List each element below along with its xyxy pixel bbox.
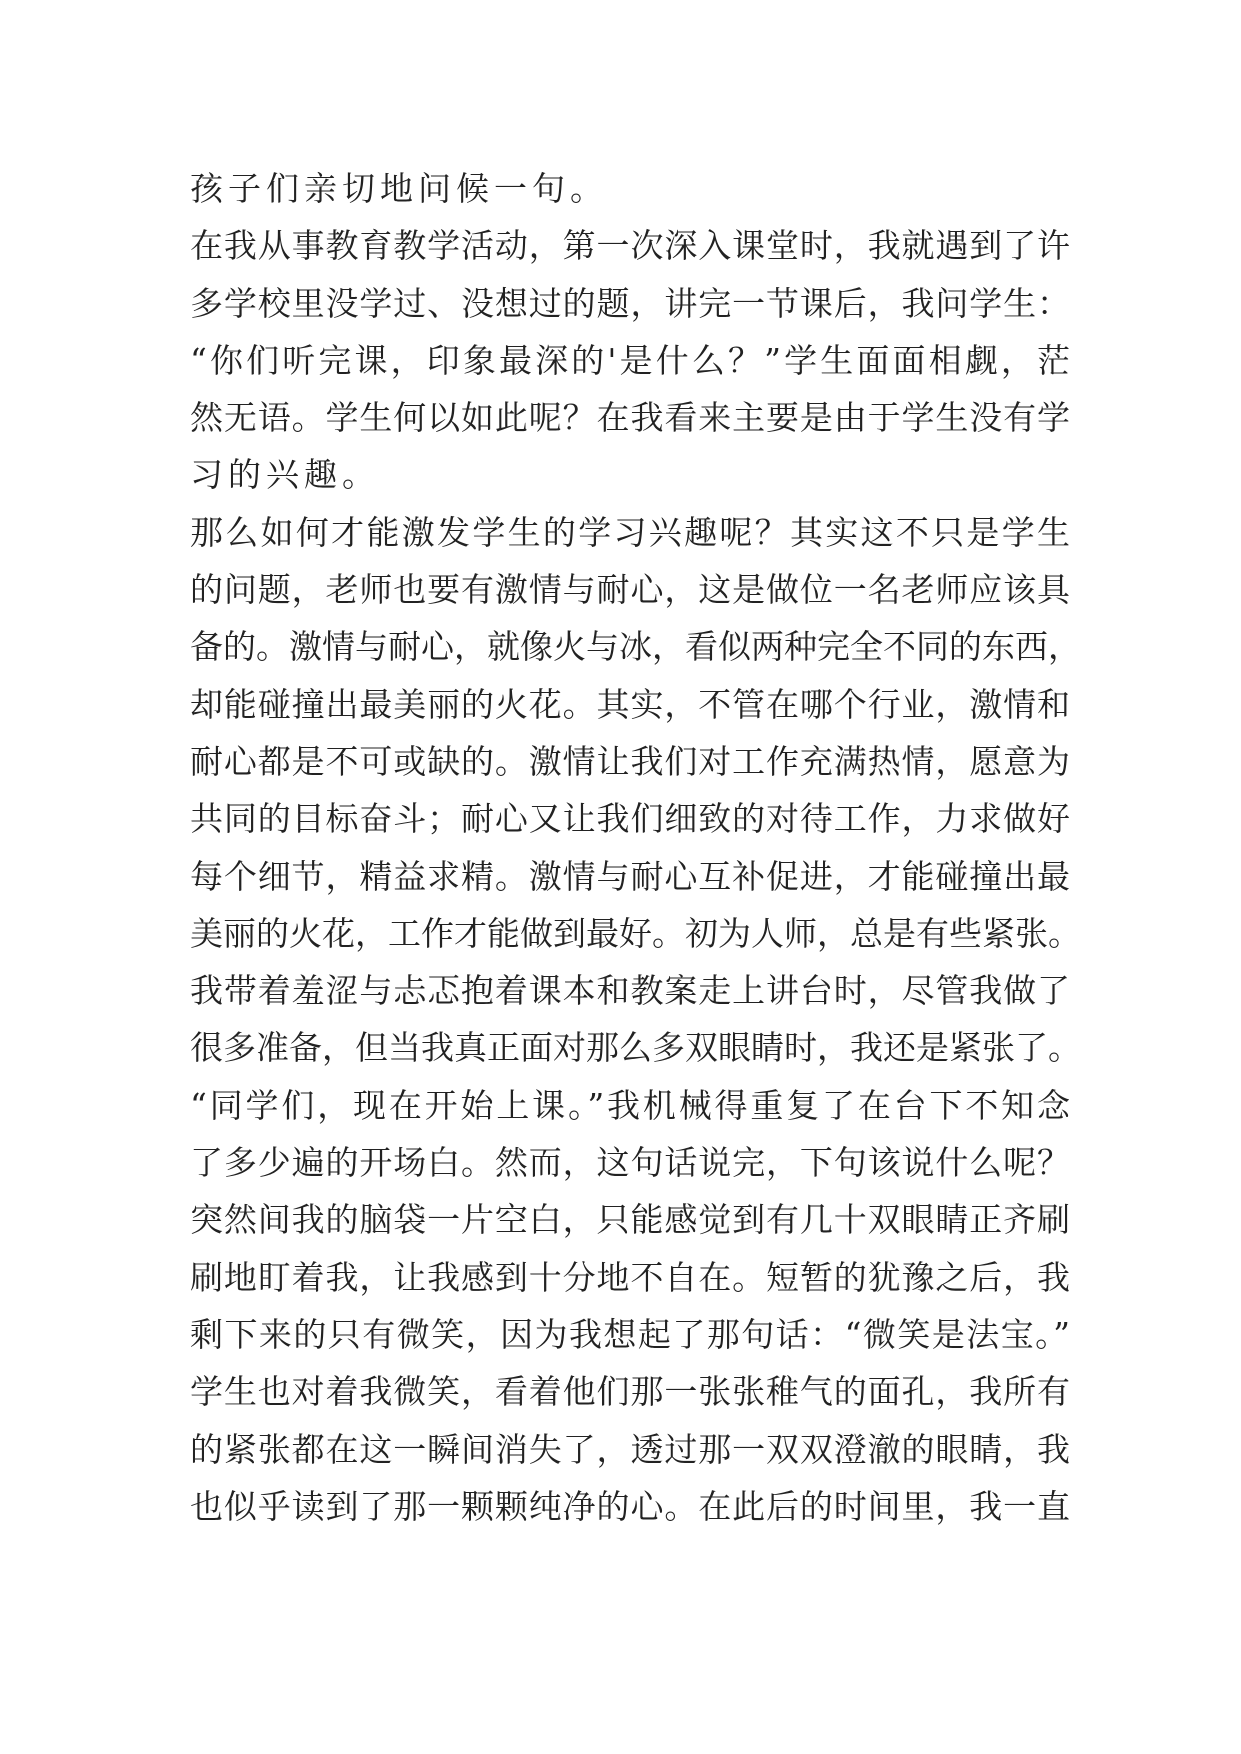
text-line: 美丽的火花，工作才能做到最好。初为人师，总是有些紧张。 [190, 913, 1081, 953]
body-text [190, 160, 1081, 1535]
text-line: 多学校里没学过、没想过的题，讲完一节课后，我问学生： [190, 283, 1070, 323]
text-line: 也似乎读到了那一颗颗纯净的心。在此后的时间里，我一直 [190, 1486, 1070, 1526]
text-line: 突然间我的脑袋一片空白，只能感觉到有几十双眼睛正齐刷 [190, 1200, 1070, 1240]
text-line: 学生也对着我微笑，看着他们那一张张稚气的面孔，我所有 [190, 1372, 1070, 1412]
text-line: 很多准备，但当我真正面对那么多双眼睛时，我还是紧张了。 [190, 1028, 1081, 1068]
text-line: 了多少遍的开场白。然而，这句话说完，下句该说什么呢？ [190, 1143, 1070, 1183]
text-line: 那么如何才能激发学生的学习兴趣呢？其实这不只是学生 [190, 512, 1070, 552]
text-line: 的问题，老师也要有激情与耐心，这是做位一名老师应该具 [190, 570, 1070, 610]
text-line: 备的。激情与耐心，就像火与冰，看似两种完全不同的东西， [190, 627, 1081, 667]
text-line: 却能碰撞出最美丽的火花。其实，不管在哪个行业，激情和 [190, 684, 1070, 724]
text-line: 刷地盯着我，让我感到十分地不自在。短暂的犹豫之后，我 [190, 1257, 1070, 1297]
text-line: 每个细节，精益求精。激情与耐心互补促进，才能碰撞出最 [190, 856, 1070, 896]
text-line: 耐心都是不可或缺的。激情让我们对工作充满热情，愿意为 [190, 741, 1070, 781]
text-line: 我带着羞涩与忐忑抱着课本和教案走上讲台时，尽管我做了 [190, 971, 1070, 1011]
text-line: 剩下来的只有微笑，因为我想起了那句话：“微笑是法宝。” [190, 1314, 1070, 1354]
text-line: 的紧张都在这一瞬间消失了，透过那一双双澄澈的眼睛，我 [190, 1429, 1070, 1469]
text-line: “你们听完课，印象最深的'是什么？”学生面面相觑，茫 [190, 340, 1070, 380]
text-line: 孩子们亲切地问候一句。 [190, 169, 608, 208]
text-line: 共同的目标奋斗；耐心又让我们细致的对待工作，力求做好 [190, 799, 1070, 839]
text-line: 然无语。学生何以如此呢？在我看来主要是由于学生没有学 [190, 398, 1070, 438]
text-line: “同学们，现在开始上课。”我机械得重复了在台下不知念 [190, 1085, 1070, 1125]
text-line: 在我从事教育教学活动，第一次深入课堂时，我就遇到了许 [190, 226, 1070, 266]
text-line: 习的兴趣。 [190, 455, 380, 495]
